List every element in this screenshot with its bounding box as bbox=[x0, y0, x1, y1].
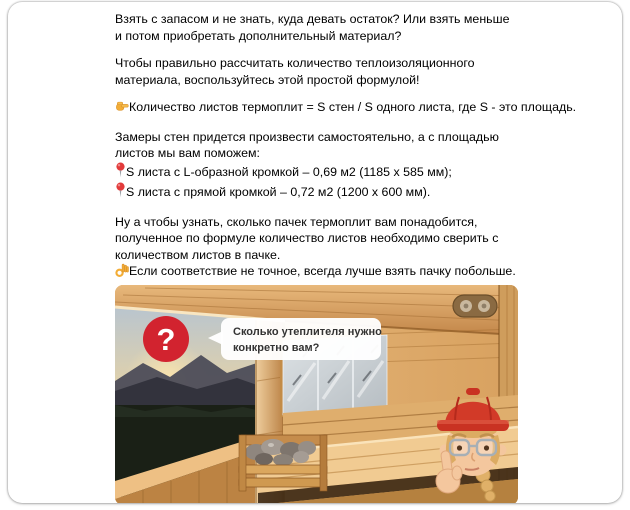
question-badge bbox=[143, 316, 189, 362]
pin-icon bbox=[115, 182, 126, 203]
post-image[interactable] bbox=[115, 285, 518, 503]
post-text-block bbox=[115, 11, 577, 320]
bubble-text-line1: Сколько утеплителя нужно bbox=[233, 326, 382, 338]
paragraph-intro-text: Взять с запасом и не знать, куда девать остаток? Или взять меньше и потом приобретать дополнительный материал? bbox=[115, 12, 510, 43]
pointing-right-icon bbox=[115, 99, 129, 118]
paragraph-formula-lead bbox=[115, 55, 519, 88]
sheet-size-item bbox=[115, 162, 519, 183]
paragraph-measure-text: Замеры стен придется произвести самостоятельно, а с площадью листов мы вам поможем: bbox=[115, 129, 499, 160]
ok-hand-icon bbox=[115, 263, 129, 282]
bubble-text-line2: конкретно вам? bbox=[233, 342, 320, 354]
paragraph-packs-text: Ну а чтобы узнать, сколько пачек термоплит вам понадобится, полученное по формуле количество листов необходимо сверить с количеством листов в пачке. bbox=[115, 214, 499, 262]
speech-bubble bbox=[208, 318, 382, 360]
pin-icon bbox=[115, 162, 126, 183]
paragraph-formula-text: Количество листов термоплит = S стен / S одного листа, где S - это площадь. bbox=[129, 100, 577, 114]
paragraph-formula bbox=[115, 99, 577, 118]
paragraph-packs-text2: Если соответствие не точное, всегда лучше взять пачку побольше. bbox=[129, 264, 516, 278]
sheet-size-text: S листа с L-образной кромкой – 0,69 м2 (1185 x 585 мм); bbox=[126, 164, 452, 179]
sheet-size-text: S листа с прямой кромкой – 0,72 м2 (1200 x 600 мм). bbox=[126, 185, 431, 199]
sheet-size-item bbox=[115, 182, 519, 203]
paragraph-measure bbox=[115, 129, 519, 162]
paragraph-intro bbox=[115, 11, 519, 44]
post-card bbox=[8, 2, 622, 503]
paragraph-formula-lead-text: Чтобы правильно рассчитать количество теплоизоляционного материала, воспользуйтесь этой простой формулой! bbox=[115, 56, 475, 87]
wall-lamp bbox=[453, 295, 497, 317]
question-badge-glyph: ? bbox=[156, 322, 176, 357]
paragraph-packs bbox=[115, 214, 519, 282]
